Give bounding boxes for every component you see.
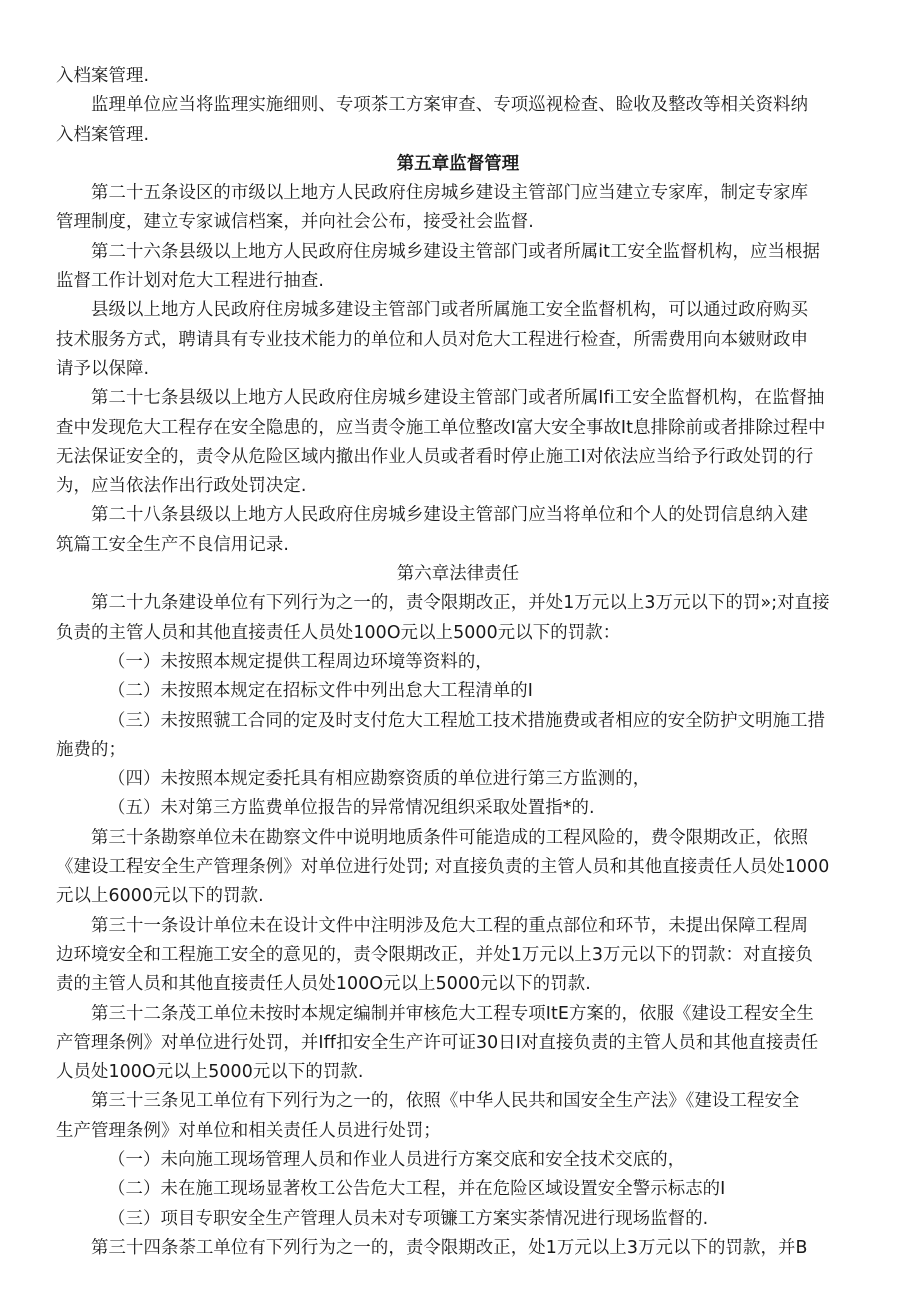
text-line: 入档案管理. bbox=[56, 66, 150, 86]
list-item: （五）未对第三方监费单位报告的异常情况组织采取处置指*的. bbox=[108, 798, 595, 819]
list-item: （二）未在施工现场显著枚工公告危大工程，并在危险区域设置安全警示标志的I bbox=[108, 1179, 726, 1200]
list-item: （三）未按照虢工合同的定及时支付危大工程尬工技术措施费或者相应的安全防护文明施工措 bbox=[108, 710, 826, 731]
text-line: 技术服务方式，聘请具有专业技术能力的单位和人员对危大工程进行检查，所需费用向本皴财政申 bbox=[56, 329, 809, 350]
text-line: 施费的； bbox=[56, 739, 126, 760]
text-line: 负责的主管人员和其他直接责任人员处100O元以上5000元以下的罚款： bbox=[56, 622, 621, 643]
article-31: 第三十一条设计单位未在设计文件中注明涉及危大工程的重点部位和环节，未提出保障工程周 bbox=[91, 915, 809, 936]
list-item: （三）项目专职安全生产管理人员未对专项镰工方案实荼情况进行现场监督的. bbox=[108, 1208, 709, 1229]
text-line: 为，应当依法作出行政处罚决定. bbox=[56, 476, 307, 497]
list-item: （一）未向施工现场管理人员和作业人员进行方案交底和安全技术交底的， bbox=[108, 1149, 686, 1170]
text-line: 筑篇工安全生产不良信用记录. bbox=[56, 534, 290, 555]
text-line: 人员处100O元以上5000元以下的罚款. bbox=[56, 1062, 364, 1083]
article-34: 第三十四条荼工单位有下列行为之一的，责令限期改正，处1万元以上3万元以下的罚款，并B bbox=[91, 1237, 808, 1258]
article-33: 第三十三条见工单位有下列行为之一的，依照《中华人民共和国安全生产法》《建设工程安全 bbox=[91, 1091, 800, 1112]
text-line: 管理制度，建立专家诚信档案，并向社会公布，接受社会监督. bbox=[56, 212, 534, 233]
text-line: 请予以保障. bbox=[56, 358, 150, 379]
text-line: 《建设工程安全生产管理条例》对单位进行处罚; 对直接负责的主管人员和其他直接责任人员处1000 bbox=[56, 857, 830, 878]
paragraph-start: 县级以上地方人民政府住房城多建设主管部门或者所属施工安全监督机构，可以通过政府购买 bbox=[91, 300, 809, 321]
text-line: 责的主管人员和其他直接责任人员处100O元以上5000元以下的罚款. bbox=[56, 974, 591, 995]
list-item: （一）未按照本规定提供工程周边环境等资料的， bbox=[108, 651, 493, 672]
list-item: （四）未按照本规定委托具有相应勘察资质的单位进行第三方监测的， bbox=[108, 769, 651, 790]
text-line: 边环境安全和工程施工安全的意见的，责令限期改正，并处1万元以上3万元以下的罚款：对直接负 bbox=[56, 944, 813, 965]
chapter-heading-5: 第五章监督管理 bbox=[396, 153, 520, 174]
article-30: 第三十条勘察单位未在勘察文件中说明地质条件可能造成的工程风险的，费令限期改正，依照 bbox=[91, 827, 809, 848]
text-line: 监督工作计划对危大工程进行抽查. bbox=[56, 271, 324, 292]
article-32: 第三十二条茂工单位未按时本规定编制并审核危大工程专项ItE方案的，依服《建设工程安全生 bbox=[91, 1003, 814, 1024]
article-28: 第二十八条县级以上地方人民政府住房城乡建设主管部门应当将单位和个人的处罚信息纳入建 bbox=[91, 505, 809, 526]
article-29: 第二十九条建设单位有下列行为之一的，责令限期改正，并处1万元以上3万元以下的罚»;对直接 bbox=[91, 593, 830, 614]
list-item: （二）未按照本规定在招标文件中列出怠大工程清单的I bbox=[108, 681, 534, 702]
text-line: 入档案管理. bbox=[56, 124, 150, 145]
text-line: 生产管理条例》对单位和相关责任人员进行处罚； bbox=[56, 1120, 441, 1141]
text-line: 查中发现危大工程存在安全隐患的，应当责令施工单位整改I富大安全事故It息排除前或者排除过程中 bbox=[56, 417, 826, 438]
article-26: 第二十六条县级以上地方人民政府住房城乡建设主管部门或者所属it工安全监督机构，应当根据 bbox=[91, 241, 820, 262]
chapter-heading-6: 第六章法律责任 bbox=[396, 564, 520, 585]
article-27: 第二十七条县级以上地方人民政府住房城乡建设主管部门或者所属Ifi工安全监督机构，在监督抽 bbox=[91, 388, 825, 409]
text-line: 无法保证安全的，责令从危险区域内撤出作业人员或者看时停止施工I对依法应当给予行政处罚的行 bbox=[56, 446, 814, 467]
paragraph-start: 监理单位应当将监理实施细则、专项茶工方案审查、专项巡视检查、睑收及整改等相关资料纳 bbox=[91, 95, 809, 116]
text-line: 产管理条例》对单位进行处罚，并Iff扣安全生产许可证30日I对直接负责的主管人员和其他直接责任 bbox=[56, 1032, 819, 1053]
article-25: 第二十五条设区的市级以上地方人民政府住房城乡建设主管部门应当建立专家库，制定专家库 bbox=[91, 183, 809, 204]
text-line: 元以上6000元以下的罚款. bbox=[56, 886, 264, 907]
